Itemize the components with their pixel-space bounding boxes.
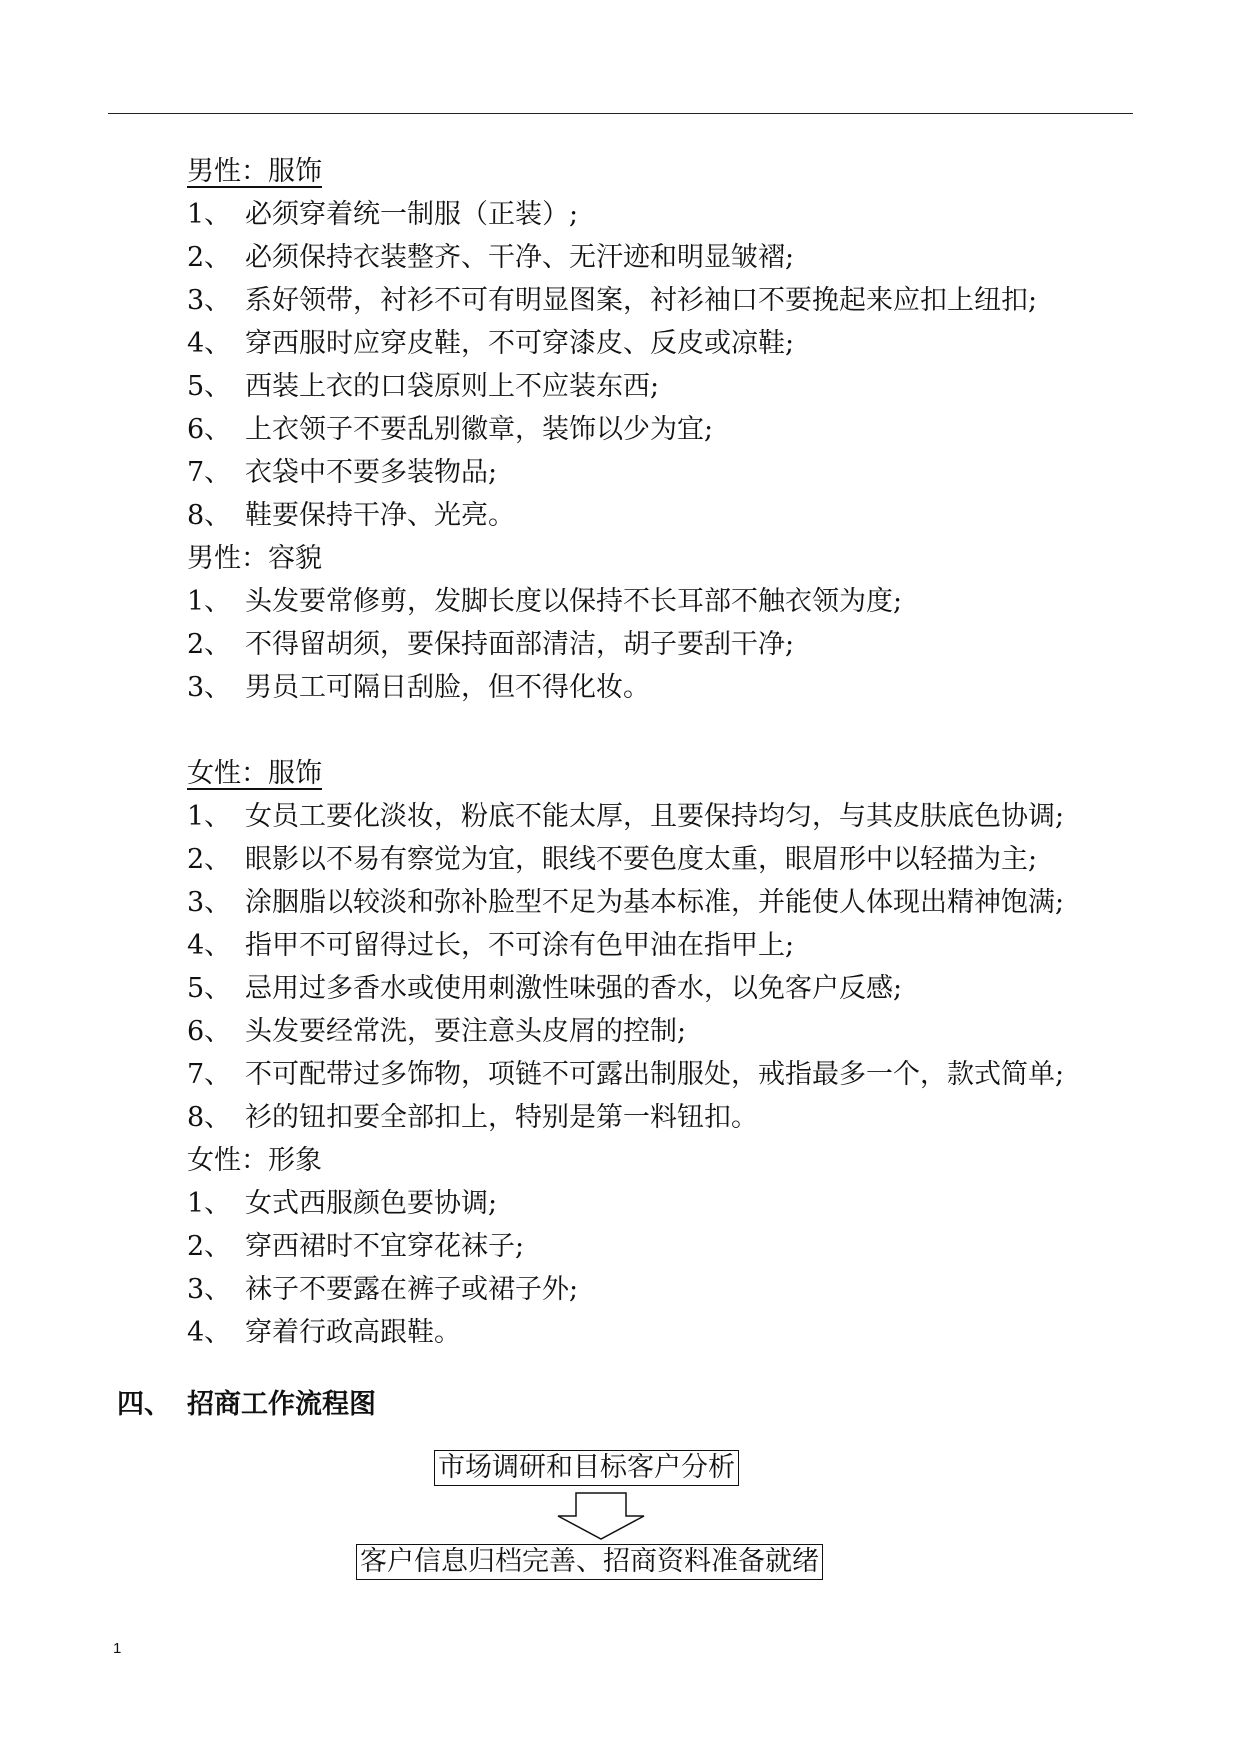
list-item: 6、 上衣领子不要乱别徽章，装饰以少为宜; — [187, 414, 714, 445]
list-item: 2、 穿西裙时不宜穿花袜子; — [187, 1231, 525, 1262]
list-item: 3、 袜子不要露在裤子或裙子外; — [187, 1274, 579, 1305]
list-item: 3、 涂胭脂以较淡和弥补脸型不足为基本标准，并能使人体现出精神饱满; — [187, 887, 1065, 918]
female-clothing-heading: 女性：服饰 — [187, 758, 322, 789]
list-item: 1、 女式西服颜色要协调; — [187, 1188, 498, 1219]
list-item: 8、 鞋要保持干净、光亮。 — [187, 500, 515, 531]
list-item: 8、 衫的钮扣要全部扣上，特别是第一料钮扣。 — [187, 1102, 758, 1133]
list-item: 6、 头发要经常洗，要注意头皮屑的控制; — [187, 1016, 687, 1047]
list-item: 3、 系好领带，衬衫不可有明显图案，衬衫袖口不要挽起来应扣上纽扣; — [187, 285, 1038, 316]
list-item: 3、 男员工可隔日刮脸，但不得化妆。 — [187, 672, 650, 703]
list-item: 7、 衣袋中不要多装物品; — [187, 457, 498, 488]
male-appearance-heading: 男性：容貌 — [187, 543, 322, 574]
document-body — [187, 150, 1147, 1354]
list-item: 4、 指甲不可留得过长，不可涂有色甲油在指甲上; — [187, 930, 795, 961]
section-title: 招商工作流程图 — [187, 1389, 376, 1420]
list-item: 5、 西装上衣的口袋原则上不应装东西; — [187, 371, 660, 402]
header-rule — [108, 113, 1133, 114]
list-item: 2、 不得留胡须，要保持面部清洁，胡子要刮干净; — [187, 629, 795, 660]
list-item: 7、 不可配带过多饰物，项链不可露出制服处，戒指最多一个，款式简单; — [187, 1059, 1065, 1090]
list-item: 2、 眼影以不易有察觉为宜，眼线不要色度太重，眼眉形中以轻描为主; — [187, 844, 1038, 875]
list-item: 1、 头发要常修剪，发脚长度以保持不长耳部不触衣领为度; — [187, 586, 903, 617]
female-image-heading: 女性：形象 — [187, 1145, 322, 1176]
male-clothing-heading: 男性：服饰 — [187, 156, 322, 187]
list-item: 5、 忌用过多香水或使用刺激性味强的香水，以免客户反感; — [187, 973, 903, 1004]
list-item: 2、 必须保持衣装整齐、干净、无汗迹和明显皱褶; — [187, 242, 795, 273]
list-item: 4、 穿着行政高跟鞋。 — [187, 1317, 461, 1348]
spacer — [187, 709, 1147, 752]
section-number: 四、 — [117, 1389, 171, 1420]
flow-step-1: 市场调研和目标客户分析 — [434, 1450, 739, 1486]
section-heading — [117, 1385, 376, 1425]
page-number: 1 — [113, 1640, 122, 1657]
list-item: 1、 必须穿着统一制服（正装）; — [187, 199, 579, 230]
flow-step-2: 客户信息归档完善、招商资料准备就绪 — [356, 1544, 823, 1580]
down-arrow-icon — [556, 1492, 646, 1542]
list-item: 1、 女员工要化淡妆，粉底不能太厚，且要保持均匀，与其皮肤底色协调; — [187, 801, 1065, 832]
list-item: 4、 穿西服时应穿皮鞋，不可穿漆皮、反皮或凉鞋; — [187, 328, 795, 359]
